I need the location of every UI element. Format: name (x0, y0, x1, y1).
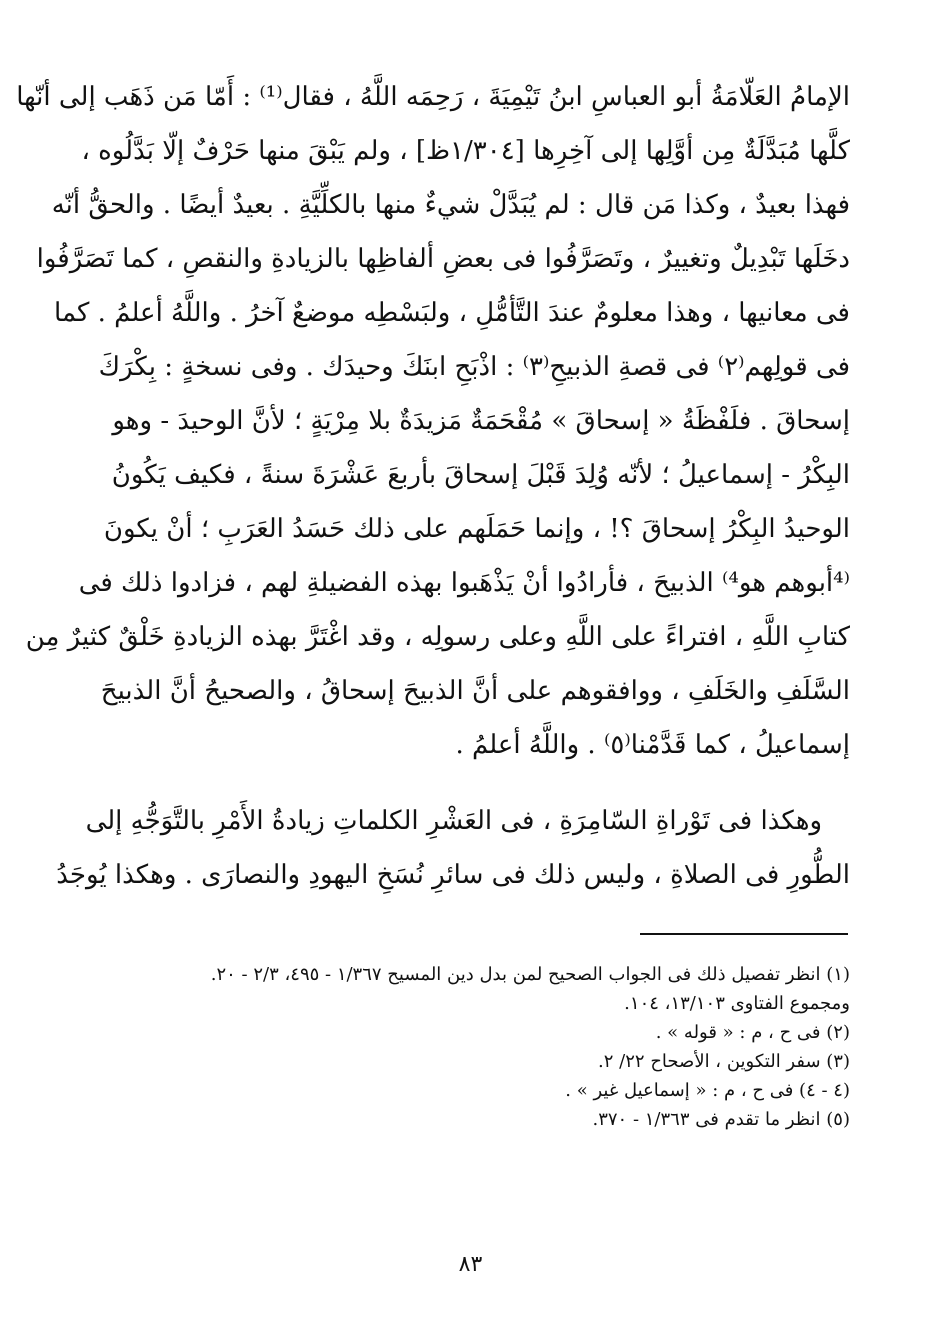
text-line: الإمامُ العَلّامَةُ أبو العباسِ ابنُ تَيْمِيَةَ ، رَحِمَه اللَّهُ ، فقال⁽¹⁾ : أَمّا مَن ذَهَب إلى أنّها (16, 82, 850, 112)
text-line: وهكذا فى تَوْراةِ السّامِرَةِ ، فى العَشْرِ الكلماتِ زيادةُ الأَمْرِ بالتَّوَجُّهِ إلى (85, 806, 822, 836)
text-line: السَّلَفِ والخَلَفِ ، ووافقوهم على أنَّ الذبيحَ إسحاقُ ، والصحيحُ أنَّ الذبيحَ (100, 676, 850, 706)
text-line: كلَّها مُبَدَّلَةٌ مِن أوَّلِها إلى آخِرِها [١/٣٠٤ظ] ، ولم يَبْقَ منها حَرْفٌ إلّا بَدَّلُوه ، (81, 136, 850, 166)
page-number: ٨٣ (458, 1252, 483, 1277)
text-line: الطُّورِ فى الصلاةِ ، وليس ذلك فى سائرِ نُسَخِ اليهودِ والنصارَى . وهكذا يُوجَدُ (56, 860, 850, 890)
footnotes (130, 960, 850, 1134)
text-line: فى معانيها ، وهذا معلومٌ عندَ التَّأمُّلِ ، ولبَسْطِه موضعٌ آخرُ . واللَّهُ أعلمُ . كما (54, 298, 850, 328)
footnote: (٣) سفر التكوين ، الأصحاح ٢٢/ ٢. (598, 1051, 850, 1072)
footnote: (١) انظر تفصيل ذلك فى الجواب الصحيح لمن بدل دين المسيح ١/٣٦٧ - ٤٩٥، ٢/٣ - ٢٠. (210, 964, 850, 985)
text-line: البِكْرُ - إسماعيلُ ؛ لأنّه وُلِدَ قَبْلَ إسحاقَ بأربعَ عَشْرَةَ سنةً ، فكيف يَكُونُ (111, 460, 850, 490)
main-text (16, 70, 850, 902)
text-line: فى قولِهم⁽٢⁾ فى قصةِ الذبيحِ⁽٣⁾ : اذْبَحِ ابنَكَ وحيدَك . وفى نسخةٍ : بِكْرَكَ (98, 352, 850, 382)
footnote-continuation: ومجموع الفتاوى ١٣/١٠٣، ١٠٤. (624, 993, 850, 1014)
paragraph-gap (130, 772, 850, 794)
footnote: (٢) فى ح ، م : « قوله » . (655, 1022, 850, 1043)
text-line: فهذا بعيدٌ ، وكذا مَن قال : لم يُبَدَّلْ شيءٌ منها بالكلِّيَّةِ . بعيدٌ أيضًا . والحقُّ أنّه (51, 190, 850, 220)
text-line: الوحيدُ البِكْرُ إسحاقَ ؟! ، وإنما حَمَلَهم على ذلك حَسَدُ العَرَبِ ؛ أنْ يكونَ (103, 514, 850, 544)
text-line: إسحاقَ . فلَفْظَةُ « إسحاقَ » مُقْحَمَةٌ مَزيدَةٌ بلا مِرْيَةٍ ؛ لأنَّ الوحيدَ - وهو (112, 406, 850, 436)
text-line: إسماعيلُ ، كما قَدَّمْنا⁽٥⁾ . واللَّهُ أعلمُ . (455, 730, 850, 760)
footnote: (٤ - ٤) فى ح ، م : « إسماعيل غير » . (565, 1080, 850, 1101)
text-line: دخَلَها تَبْدِيلٌ وتغييرٌ ، وتَصَرَّفُوا فى بعضِ ألفاظِها بالزيادةِ والنقصِ ، كما تَصَرَّفُوا (36, 244, 850, 274)
text-line: ⁽⁴أبوهم هو⁴⁾ الذبيحَ ، فأرادُوا أنْ يَذْهَبوا بهذه الفضيلةِ لهم ، فزادوا ذلك فى (78, 568, 850, 598)
footnote: (٥) انظر ما تقدم فى ١/٣٦٣ - ٣٧٠. (592, 1109, 850, 1130)
text-line: كتابِ اللَّهِ ، افتراءً على اللَّهِ وعلى رسولِه ، وقد اغْتَرَّ بهذه الزيادةِ خَلْقٌ كثيرٌ مِن (25, 622, 850, 652)
footnote-divider (640, 933, 848, 935)
